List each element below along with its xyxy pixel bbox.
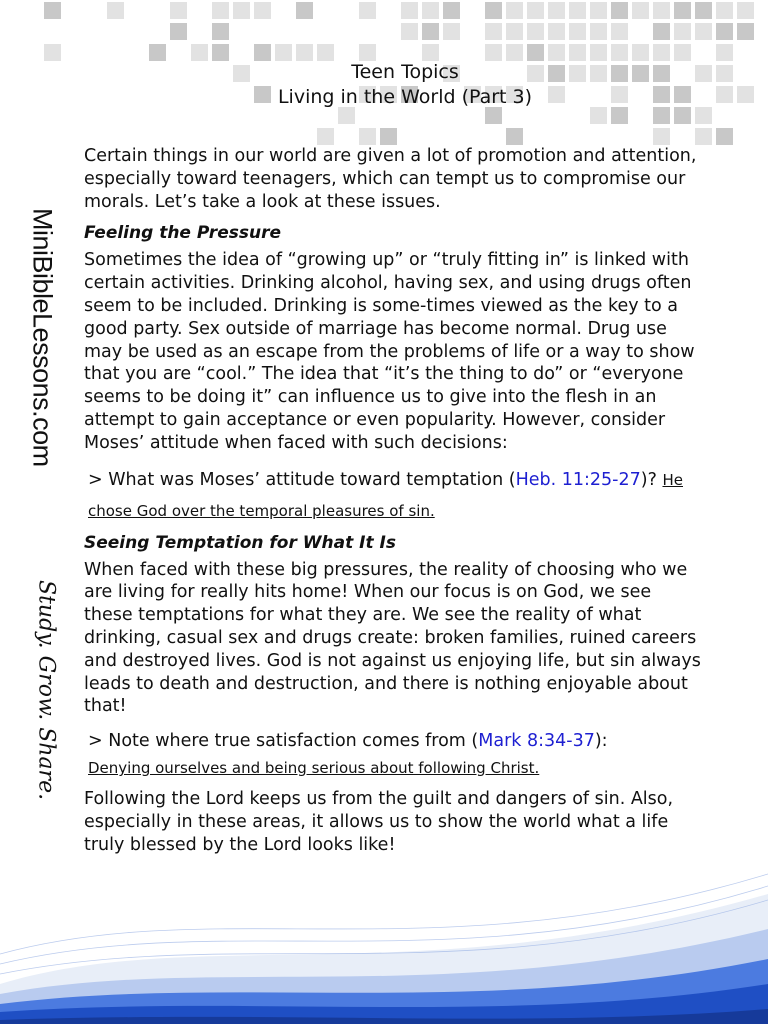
section-heading-temptation: Seeing Temptation for What It Is [84, 532, 396, 553]
question-satisfaction [88, 728, 702, 782]
background-tile [191, 44, 208, 61]
closing-paragraph: Following the Lord keeps us from the guilt and dangers of sin. Also, especially in these areas, it allows us to show the world what a life truly blessed by the Lord looks like! [84, 789, 674, 855]
background-tile [485, 23, 502, 40]
background-tile [737, 23, 754, 40]
background-tile [170, 23, 187, 40]
background-tile [527, 2, 544, 19]
background-tile [716, 86, 733, 103]
background-tile [212, 23, 229, 40]
background-tile [590, 2, 607, 19]
background-tile [212, 44, 229, 61]
intro-paragraph: Certain things in our world are given a lot of promotion and attention, especially toward teenagers, which can tempt us to compromise our morals. Let’s take a look at these issues. [84, 146, 697, 212]
page-title [108, 60, 702, 110]
bullet-marker: > [88, 731, 103, 752]
background-tile [674, 2, 691, 19]
background-tile [569, 2, 586, 19]
question-close: )? [640, 469, 657, 490]
subtitle: Living in the World (Part 3) [277, 86, 533, 108]
section-heading-pressure: Feeling the Pressure [84, 223, 281, 244]
background-tile [590, 44, 607, 61]
answer-text: He chose God over the temporal pleasures of sin. [88, 470, 683, 520]
background-tile [737, 86, 754, 103]
question-moses [88, 465, 702, 527]
background-tile [422, 23, 439, 40]
tagline-watermark [22, 580, 66, 801]
background-tile [695, 23, 712, 40]
question-text: What was Moses’ attitude toward temptation ( [108, 469, 516, 490]
question-close: ): [594, 731, 608, 752]
tagline: Study. Grow. Share. [33, 580, 59, 801]
background-tile [254, 44, 271, 61]
background-tile [695, 2, 712, 19]
background-tile [485, 2, 502, 19]
background-tile [611, 2, 628, 19]
site-name: MiniBibleLessons.com [27, 208, 58, 467]
background-tile [716, 2, 733, 19]
scripture-reference: Heb. 11:25-27 [515, 469, 641, 490]
background-tile [716, 23, 733, 40]
background-tile [401, 2, 418, 19]
background-tile [569, 23, 586, 40]
site-watermark [20, 208, 64, 467]
answer-text: Denying ourselves and being serious about following Christ. [88, 759, 540, 778]
background-tile [485, 44, 502, 61]
background-tile [359, 2, 376, 19]
background-tile [632, 2, 649, 19]
background-tile [170, 2, 187, 19]
background-tile [590, 23, 607, 40]
bullet-marker: > [88, 469, 103, 490]
background-tile [716, 128, 733, 145]
background-tile [653, 23, 670, 40]
background-tile [443, 2, 460, 19]
background-tile [632, 44, 649, 61]
question-text: Note where true satisfaction comes from ( [108, 731, 479, 752]
background-tile [44, 44, 61, 61]
background-tile [422, 44, 439, 61]
background-tile [527, 23, 544, 40]
section-body-temptation: When faced with these big pressures, the reality of choosing who we are living for really hits home! When our focus is on God, we see these temptations for what they are. We see the reality of what drinking, casual sex and drugs create: broken families, ruined careers and destroyed lives. God is not against us enjoying life, but sin always leads to death and destruction, and there is nothing enjoyable about that! [84, 559, 701, 717]
background-tile [149, 44, 166, 61]
background-tile [611, 23, 628, 40]
background-tile [716, 65, 733, 82]
background-tile [527, 44, 544, 61]
background-tile [107, 2, 124, 19]
wave-decoration [0, 834, 768, 1024]
background-tile [296, 2, 313, 19]
background-tile [443, 23, 460, 40]
background-tile [548, 2, 565, 19]
background-tile [212, 2, 229, 19]
scripture-reference: Mark 8:34-37 [478, 731, 595, 752]
background-tile [569, 44, 586, 61]
background-tile [716, 44, 733, 61]
background-tile [674, 23, 691, 40]
background-tile [254, 2, 271, 19]
section-body-pressure: Sometimes the idea of “growing up” or “truly fitting in” is linked with certain activities. Drinking alcohol, having sex, and using drugs often seem to be included. Drinking is some-times viewed as the key to a good party. Sex outside of marriage has become normal. Drug use may be used as an escape from the problems of life or a way to show that you are “cool.” The idea that “it’s the thing to do” or “everyone seems to be doing it” can influence us to give into the flesh in an attempt to gain acceptance or even popularity. However, consider Moses’ attitude when faced with such decisions: [84, 250, 695, 453]
title: Teen Topics [351, 61, 459, 83]
background-tile [548, 23, 565, 40]
background-tile [422, 2, 439, 19]
background-tile [674, 44, 691, 61]
background-tile [401, 23, 418, 40]
background-tile [506, 44, 523, 61]
background-tile [506, 23, 523, 40]
background-tile [233, 2, 250, 19]
background-tile [548, 44, 565, 61]
background-tile [44, 2, 61, 19]
background-tile [359, 44, 376, 61]
background-tile [653, 44, 670, 61]
background-tile [296, 44, 313, 61]
background-tile [737, 2, 754, 19]
background-tile [653, 2, 670, 19]
background-tile [317, 44, 334, 61]
lesson-content [84, 60, 702, 857]
background-tile [506, 2, 523, 19]
background-tile [275, 44, 292, 61]
background-tile [611, 44, 628, 61]
